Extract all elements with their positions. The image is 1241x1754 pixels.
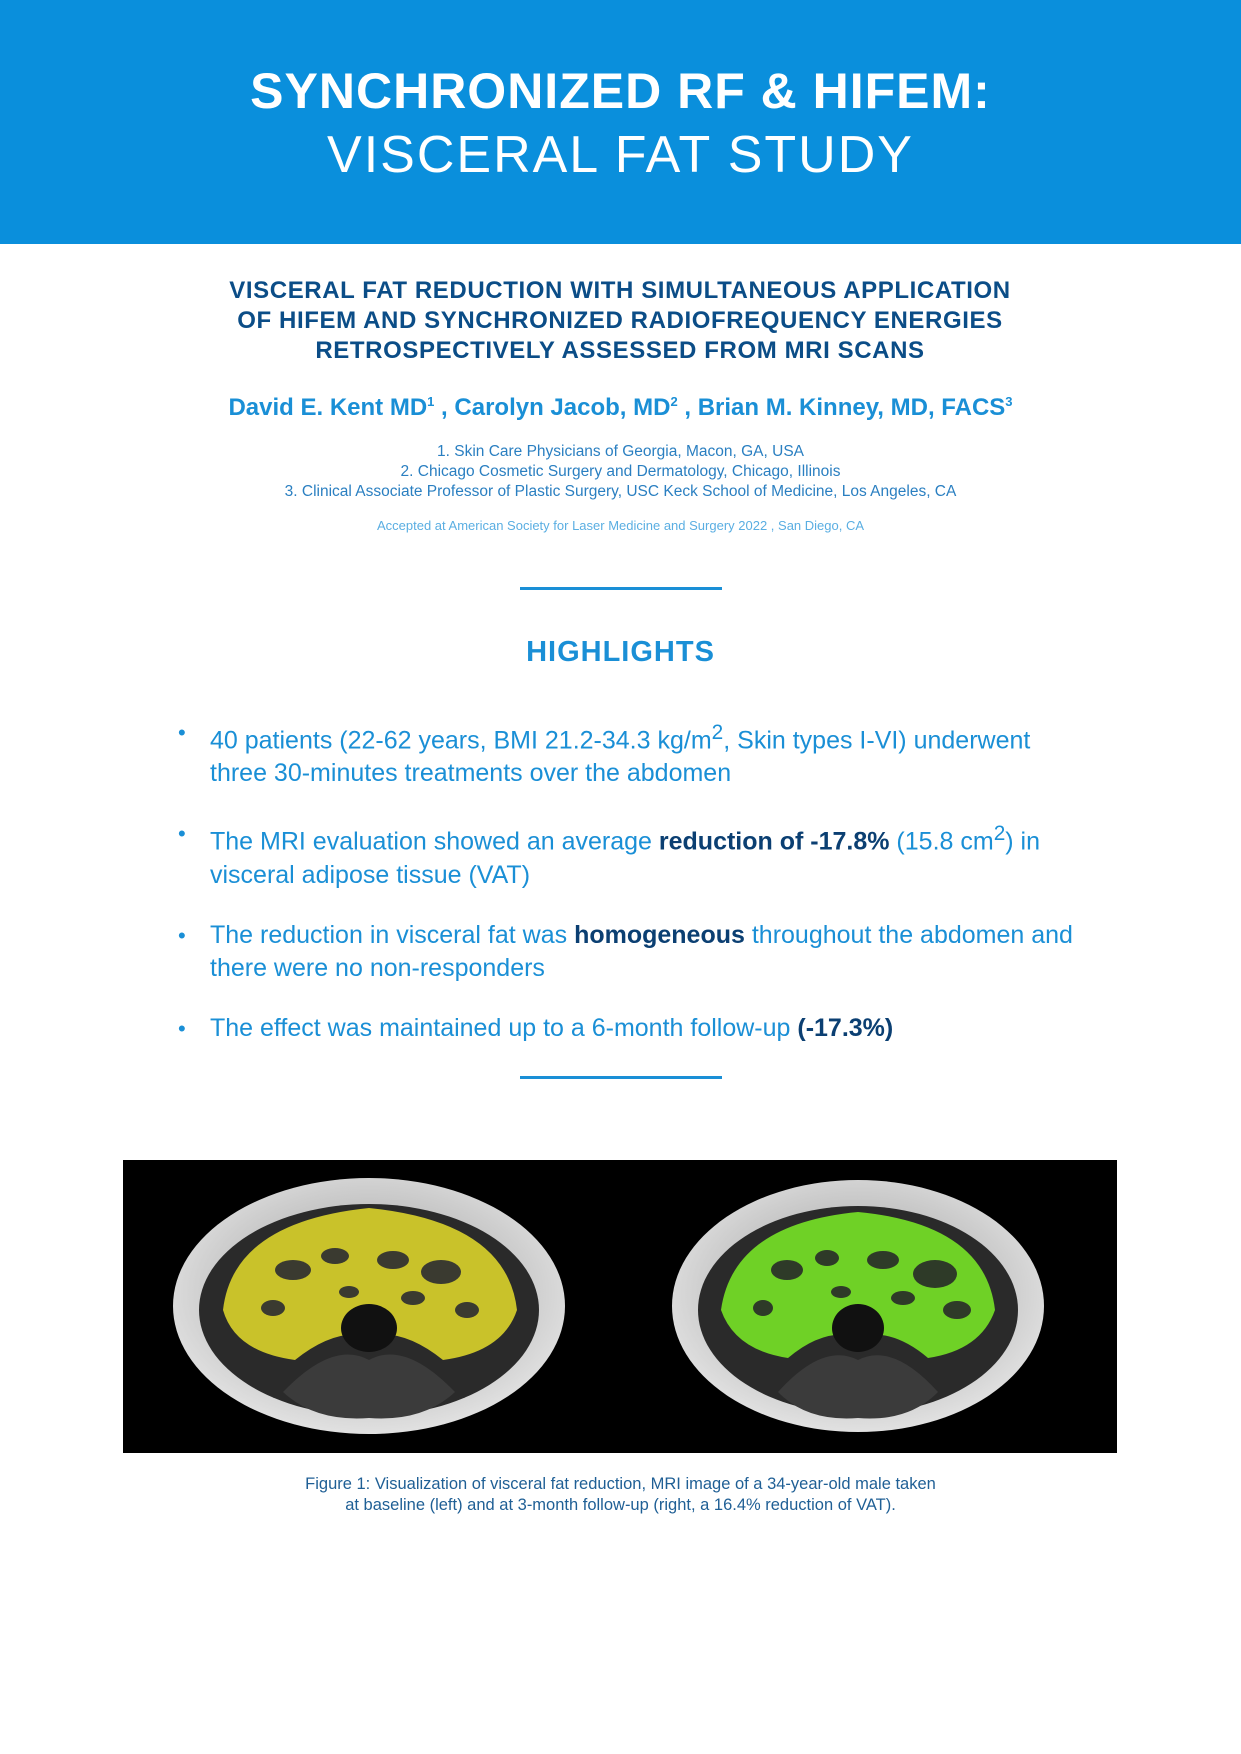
bullet-emphasis: homogeneous — [574, 920, 745, 949]
paper-title — [120, 276, 1120, 366]
bullet-text: ) in visceral adipose tissue (VAT) — [210, 827, 1041, 889]
acceptance-note: Accepted at American Society for Laser Medicine and Surgery 2022 , San Diego, CA — [376, 518, 865, 533]
superscript: 2 — [711, 721, 724, 744]
bullet-icon: • — [178, 922, 186, 948]
author-name: Carolyn Jacob, MD — [454, 394, 671, 421]
mri-baseline-image — [173, 1178, 565, 1434]
banner-title-line1: SYNCHRONIZED RF & HIFEM: — [250, 63, 991, 119]
mri-images — [123, 1160, 1117, 1453]
bullet-text: The reduction in visceral fat was — [210, 920, 575, 949]
bullet-text: The MRI evaluation showed an average — [210, 827, 659, 856]
caption-line: at baseline (left) and at 3-month follow-up (right, a 16.4% reduction of VAT). — [345, 1496, 896, 1514]
bullet-icon: • — [178, 720, 186, 745]
paper-title-line: VISCERAL FAT REDUCTION WITH SIMULTANEOUS APPLICATION — [229, 277, 1011, 304]
bullet-text: (15.8 cm — [889, 827, 994, 856]
author-separator: , — [434, 394, 455, 421]
banner-title-line2: VISCERAL FAT STUDY — [327, 126, 914, 184]
superscript: 2 — [993, 822, 1006, 846]
list-item — [178, 716, 1078, 790]
author-affiliation-number: 3 — [1005, 394, 1013, 409]
author-name: David E. Kent MD — [228, 394, 428, 421]
list-item — [178, 919, 1078, 985]
affiliations — [0, 442, 1241, 502]
mri-figure — [123, 1160, 1117, 1453]
highlights-list — [178, 716, 1078, 1072]
bullet-text: , Skin types I-VI) underwent three 30-minutes treatments over the abdomen — [210, 726, 1031, 788]
author-separator: , — [677, 394, 698, 421]
mri-followup-image — [672, 1180, 1044, 1432]
paper-title-line: RETROSPECTIVELY ASSESSED FROM MRI SCANS — [315, 337, 925, 364]
header-banner — [0, 0, 1241, 244]
bullet-emphasis: (-17.3%) — [797, 1013, 894, 1042]
bullet-text: 40 patients (22-62 years, BMI 21.2-34.3 kg/m — [210, 726, 712, 755]
affiliation: 3. Clinical Associate Professor of Plastic Surgery, USC Keck School of Medicine, Los Angeles, CA — [284, 483, 957, 500]
affiliation: 2. Chicago Cosmetic Surgery and Dermatology, Chicago, Illinois — [400, 463, 841, 480]
list-item — [178, 1012, 1078, 1045]
author-affiliation-number: 2 — [670, 394, 678, 409]
divider-top — [520, 587, 722, 590]
author-list — [0, 394, 1241, 422]
list-item — [178, 817, 1078, 891]
bullet-icon: • — [178, 821, 186, 847]
paper-title-line: OF HIFEM AND SYNCHRONIZED RADIOFREQUENCY ENERGIES — [237, 307, 1003, 334]
bullet-text: The effect was maintained up to a 6-month follow-up — [210, 1013, 798, 1042]
affiliation: 1. Skin Care Physicians of Georgia, Macon, GA, USA — [437, 443, 804, 460]
bullet-icon: • — [178, 1015, 186, 1041]
caption-line: Figure 1: Visualization of visceral fat reduction, MRI image of a 34-year-old male taken — [305, 1475, 936, 1493]
bullet-emphasis: reduction of -17.8% — [658, 827, 890, 856]
author-name: Brian M. Kinney, MD, FACS — [697, 394, 1006, 421]
figure-caption — [0, 1474, 1241, 1516]
divider-bottom — [520, 1076, 722, 1079]
highlights-heading: HIGHLIGHTS — [526, 636, 715, 668]
bullet-text: throughout the abdomen and there were no non-responders — [210, 920, 1073, 982]
author-affiliation-number: 1 — [427, 394, 435, 409]
